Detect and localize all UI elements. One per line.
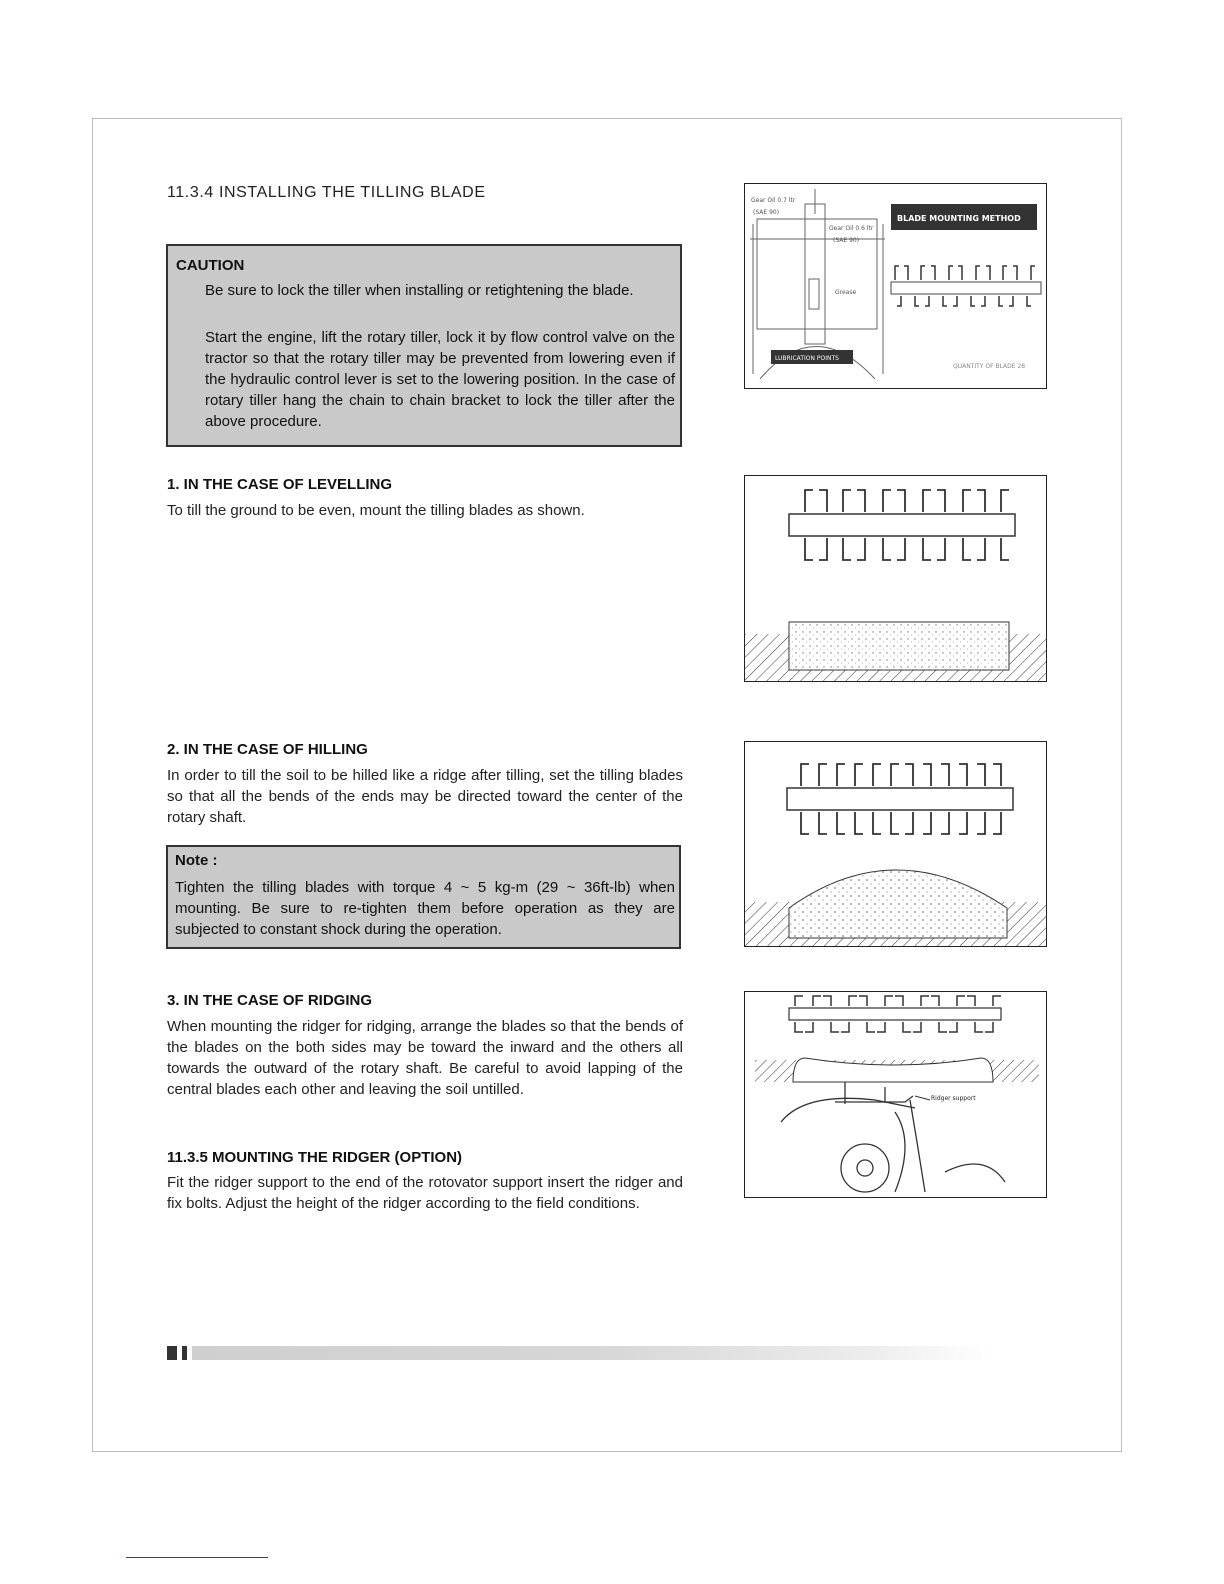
hilling-heading: 2. IN THE CASE OF HILLING (167, 741, 368, 758)
footer-marker-bar (182, 1346, 187, 1360)
bottom-underline (126, 1557, 268, 1558)
footer-marker-block (167, 1346, 177, 1360)
caution-title: CAUTION (176, 257, 245, 274)
ridging-heading: 3. IN THE CASE OF RIDGING (167, 992, 373, 1009)
section-heading: 11.3.4 INSTALLING THE TILLING BLADE (167, 184, 486, 201)
caution-box (166, 244, 682, 447)
levelling-figure (744, 475, 1047, 682)
ridging-figure (744, 991, 1047, 1198)
gear-oil-label-1: Gear Oil 0.7 ltr (751, 197, 796, 204)
levelling-heading: 1. IN THE CASE OF LEVELLING (167, 476, 393, 493)
hilling-figure (744, 741, 1047, 947)
grease-label: Grease (835, 289, 857, 296)
quantity-label: QUANTITY OF BLADE 28 (953, 363, 1026, 370)
caution-paragraph-2: Start the engine, lift the rotary tiller, lock it by flow control valve on the tractor so that the rotary tiller may be prevented from lowering even if the hydraulic control lever is set to the lowering position. In the case of rotary tiller hang the chain to chain bracket to lock the tiller after the above procedure. (205, 329, 675, 430)
gear-oil-label-2: Gear Oil 0.6 ltr (829, 225, 874, 232)
note-text: Tighten the tilling blades with torque 4 ~ 5 kg-m (29 ~ 36ft-lb) when mounting. Be sure to re-tighten them before operation as they are subjected to constant shock during the operation. (175, 879, 675, 938)
blade-mounting-figure (744, 183, 1047, 389)
ridger-heading: 11.3.5 MOUNTING THE RIDGER (OPTION) (167, 1149, 463, 1166)
hilling-text: In order to till the soil to be hilled like a ridge after tilling, set the tilling blades so that all the bends of the ends may be directed toward the center of the rotary shaft. (167, 767, 683, 826)
footer-gradient-bar (192, 1346, 992, 1360)
lubrication-label: LUBRICATION POINTS (775, 355, 839, 362)
levelling-text: To till the ground to be even, mount the tilling blades as shown. (167, 502, 585, 519)
ridger-text: Fit the ridger support to the end of the rotovator support insert the ridger and fix bolts. Adjust the height of the ridger according to the field conditions. (167, 1174, 683, 1212)
sae-label-2: (SAE 90) (833, 237, 860, 244)
blade-mounting-label: BLADE MOUNTING METHOD (897, 214, 1021, 223)
note-box (166, 845, 681, 949)
ridger-support-label: Ridger support (931, 1095, 976, 1102)
note-title: Note : (175, 852, 218, 869)
ridging-text: When mounting the ridger for ridging, arrange the blades so that the bends of the blades on the both sides may be toward the inward and the others all towards the outward of the rotary shaft. Be careful to avoid lapping of the central blades each other and leaving the soil untilled. (167, 1018, 683, 1098)
caution-paragraph-1: Be sure to lock the tiller when installing or retightening the blade. (205, 282, 634, 299)
sae-label-1: (SAE 90) (753, 209, 780, 216)
